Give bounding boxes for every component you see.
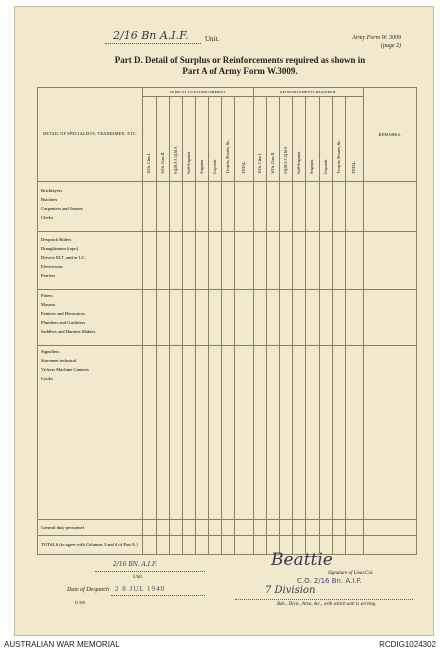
col-header: S.Q.M.S./C.Q.M.S. — [173, 145, 178, 174]
row-label: Signallers — [41, 349, 60, 355]
row-label: Painters and Decorators — [41, 311, 85, 317]
date-line — [111, 595, 205, 596]
row-label: Drivers M.T. and/or I.C. — [41, 254, 86, 260]
detail-header: DETAIL OF SPECIALISTS, TRADESMEN, ETC. — [38, 88, 143, 182]
form-title — [75, 55, 405, 77]
totals-label: TOTALS (to agree with Columns 3 and 4 of Part A.) — [38, 536, 143, 555]
col-header: W.Os. Class I. — [257, 153, 262, 174]
row-label: Carpenters and Joiners — [41, 205, 83, 211]
col-header: Troopers, Privates, &c. — [336, 140, 341, 174]
col-header: TOTAL. — [242, 161, 247, 174]
credit-right: RCDIG1024302 — [379, 640, 436, 649]
row-label: Butchers — [41, 196, 58, 202]
division-line — [235, 599, 413, 600]
signature: Beattie — [271, 550, 333, 570]
unit-stamp: 2/16 BN. A.I.F. — [113, 561, 158, 568]
col-header: W.Os. Class II. — [160, 152, 165, 174]
form-page-text: (page 2) — [380, 43, 401, 49]
title-line-1: Part D. Detail of Surplus or Reinforcements required as shown in — [114, 55, 366, 65]
form-page — [14, 6, 434, 636]
unit-label-2: Unit. — [133, 575, 144, 580]
group-3 — [38, 290, 143, 346]
col-header: S.Q.M.S./C.Q.M.S. — [284, 145, 289, 174]
table-row — [38, 231, 417, 289]
bde-label: Bde., Divn., Area, &c., with which unit is serving. — [277, 602, 377, 607]
row-label: Masons — [41, 302, 56, 308]
col-header: Staff-Sergeants. — [297, 150, 302, 174]
group-4 — [38, 346, 143, 519]
row-label: Clerks — [41, 214, 53, 220]
title-line-2: Part A of Army Form W.3009. — [182, 66, 298, 76]
form-number — [352, 34, 401, 50]
row-label: Fitters — [41, 293, 53, 299]
row-label: Draughtsmen (topo) — [41, 245, 79, 251]
division-handwritten: 7 Division — [265, 585, 316, 596]
unit-line-2 — [95, 571, 205, 572]
group-2 — [38, 231, 143, 289]
row-label: Farriers — [41, 272, 56, 278]
row-label: Cooks — [41, 376, 53, 382]
col-header: Corporals. — [323, 158, 328, 174]
unit-line — [105, 43, 201, 44]
col-header: TOTAL. — [352, 161, 357, 174]
row-label: Plumbers and Gasfitters — [41, 320, 86, 326]
date-label: Date of Despatch — [67, 587, 109, 593]
reinforcements-header: REINFORCEMENTS REQUIRED. — [253, 88, 363, 97]
group-1 — [38, 181, 143, 231]
row-label: Bricklayers — [41, 187, 63, 193]
row-label: Storemen technical — [41, 358, 77, 364]
row-label: Despatch Riders — [41, 236, 72, 242]
row-label: Vickers Machine Gunners — [41, 367, 89, 373]
table-row — [38, 536, 417, 555]
surplus-header: SURPLUS TO ESTABLISHMENT. — [143, 88, 253, 97]
form-code: D.309. — [75, 600, 86, 605]
col-header: Corporals. — [213, 158, 218, 174]
table-row — [38, 290, 417, 346]
form-number-text: Army Form W. 3009 — [352, 35, 401, 41]
row-label: Saddlers and Harness Makers — [41, 329, 96, 335]
co-stamp: C.O. 2/16 Bn. A.I.F. — [297, 577, 362, 585]
table-row — [38, 181, 417, 231]
col-header: Troopers, Privates, &c. — [226, 140, 231, 174]
col-header: Sergeants. — [200, 158, 205, 174]
unit-handwritten: 2/16 Bn A.I.F. — [113, 29, 189, 42]
detail-table — [37, 87, 417, 555]
general-duty-label: General duty personnel — [38, 519, 143, 536]
unit-label: Unit. — [205, 35, 220, 43]
table-row — [38, 519, 417, 536]
date-stamp: 2 8 JUL 1940 — [115, 585, 166, 593]
col-header: Staff-Sergeants. — [186, 150, 191, 174]
col-header: Sergeants. — [310, 158, 315, 174]
signature-label: Signature of Lieut.Col. — [328, 571, 374, 576]
credit-left: AUSTRALIAN WAR MEMORIAL — [4, 640, 120, 649]
col-header: W.Os. Class I. — [147, 153, 152, 174]
remarks-header: REMARKS. — [364, 88, 417, 182]
row-label: Electricians — [41, 263, 63, 269]
table-row — [38, 346, 417, 519]
col-header: W.Os. Class II. — [270, 152, 275, 174]
